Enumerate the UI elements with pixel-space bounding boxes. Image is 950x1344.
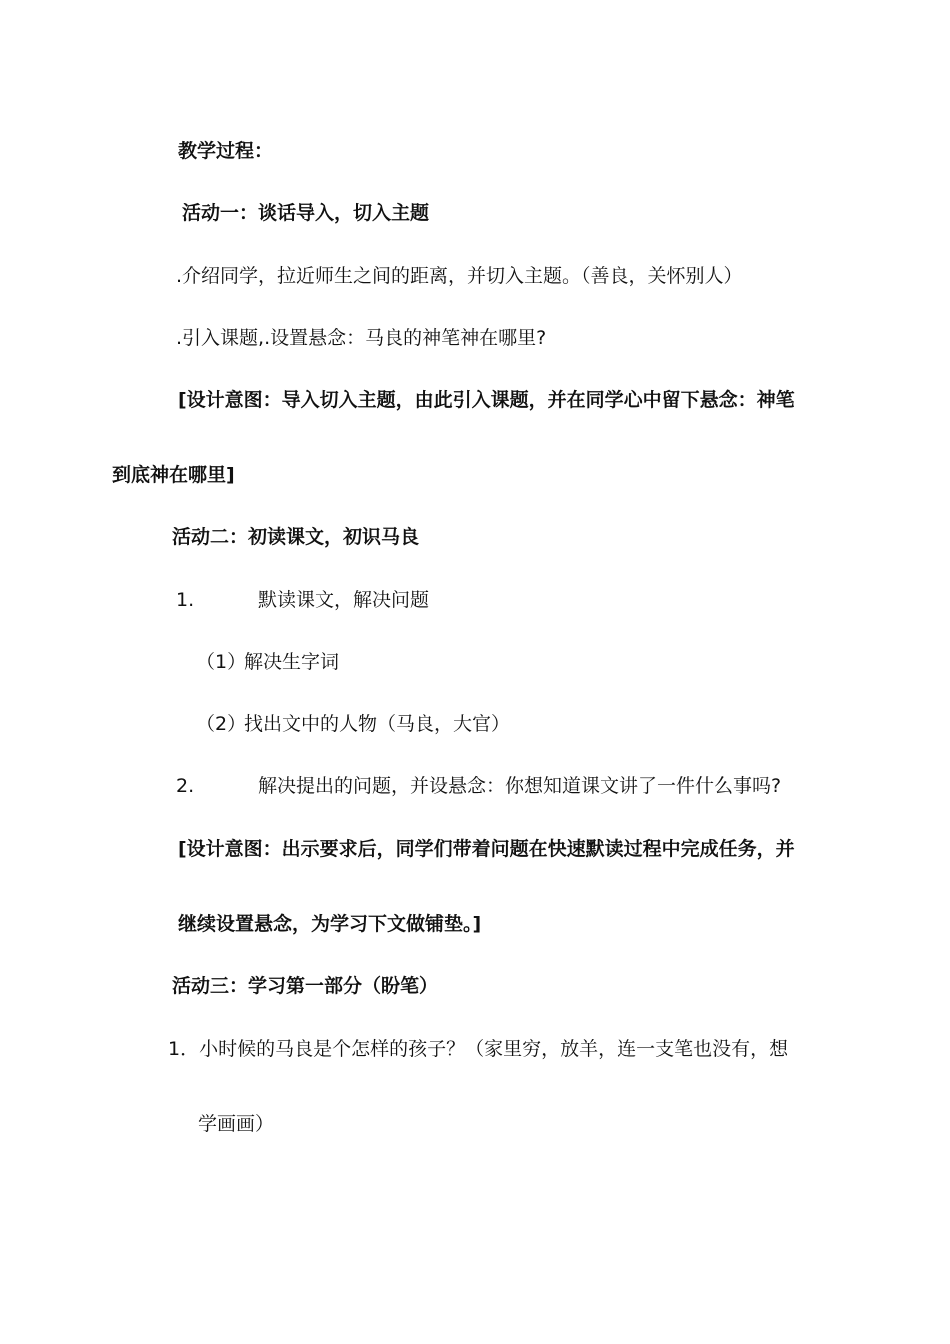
activity1-intent-line1: [设计意图：导入切入主题，由此引入课题，并在同学心中留下悬念：神笔 <box>178 389 795 411</box>
activity3-q1-line2: 学画画） <box>198 1113 275 1135</box>
activity2-step2 <box>176 774 781 798</box>
activity2-title: 活动二：初读课文，初识马良 <box>172 526 420 548</box>
activity1-intent-line2: 到底神在哪里] <box>112 464 235 486</box>
activity3-q1-line1: 1．小时候的马良是个怎样的孩子？（家里穷，放羊，连一支笔也没有，想 <box>168 1038 789 1060</box>
activity1-title: 活动一：谈话导入，切入主题 <box>182 202 430 224</box>
activity2-intent-line1: [设计意图：出示要求后，同学们带着问题在快速默读过程中完成任务，并 <box>178 838 795 860</box>
step2-number: 2. <box>176 775 195 797</box>
sub2-number: （2） <box>196 713 247 735</box>
step2-text: 解决提出的问题，并设悬念：你想知道课文讲了一件什么事吗? <box>258 775 782 797</box>
section-heading: 教学过程： <box>178 140 274 162</box>
activity2-step1 <box>176 588 429 612</box>
sub2-text: 找出文中的人物（马良，大官） <box>244 713 511 735</box>
step1-number: 1. <box>176 589 195 611</box>
step1-text: 默读课文，解决问题 <box>258 589 430 611</box>
sub1-number: （1） <box>196 651 247 673</box>
activity2-sub1 <box>196 650 339 674</box>
activity2-intent-line2: 继续设置悬念，为学习下文做铺垫。] <box>178 913 482 935</box>
sub1-text: 解决生字词 <box>244 651 340 673</box>
activity1-item2: .引入课题,.设置悬念：马良的神笔神在哪里? <box>176 327 547 349</box>
activity1-item1: .介绍同学，拉近师生之间的距离，并切入主题。（善良，关怀别人） <box>176 265 743 287</box>
activity2-sub2 <box>196 712 510 736</box>
activity3-title: 活动三：学习第一部分（盼笔） <box>172 975 439 997</box>
